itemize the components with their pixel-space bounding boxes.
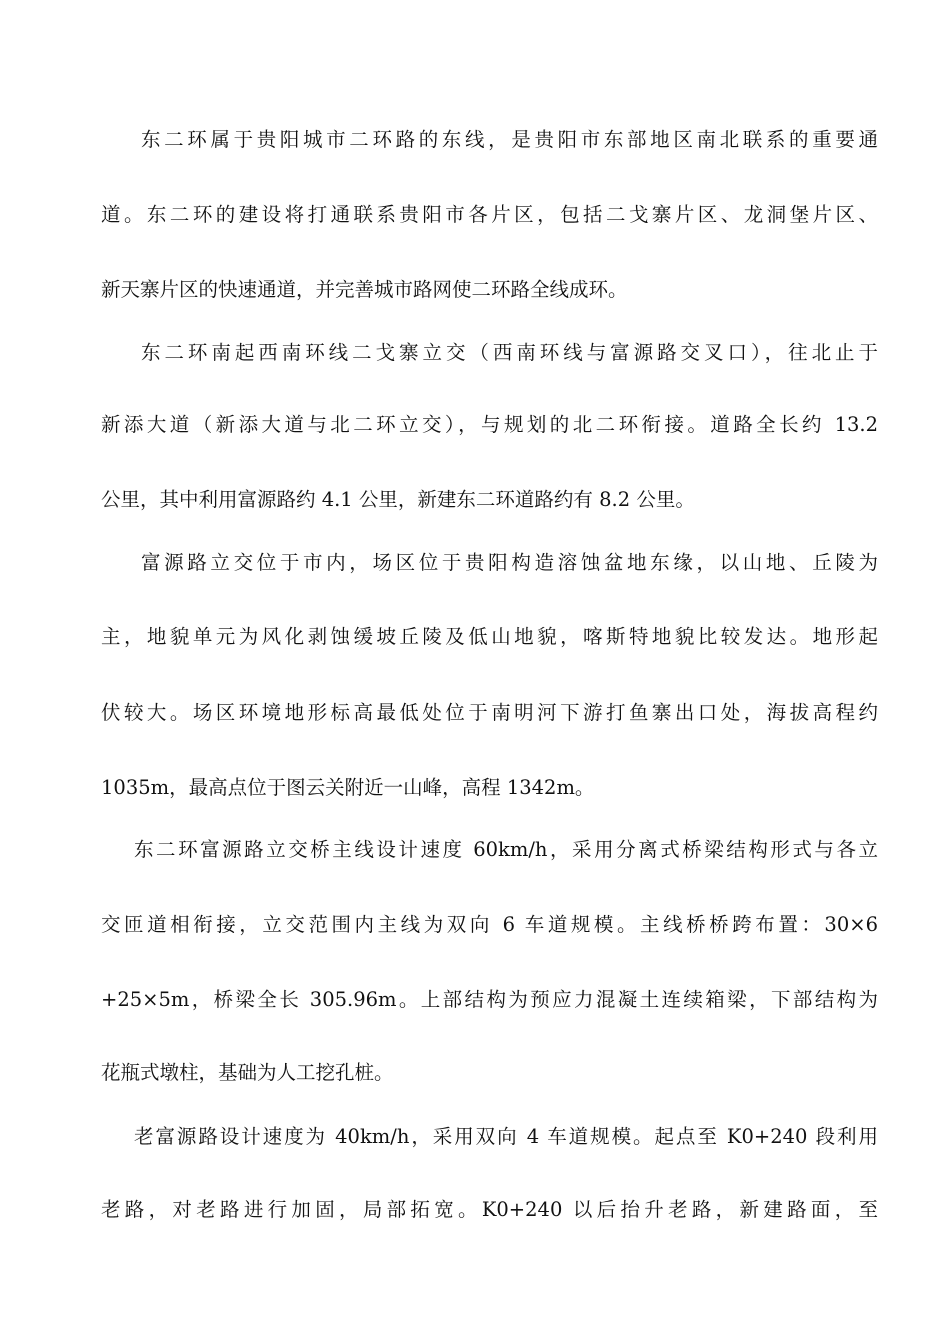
paragraph-2-line-3: 公里，其中利用富源路约 4.1 公里，新建东二环道路约有 8.2 公里。 [101,488,695,511]
paragraph-2-line-2: 新添大道（新添大道与北二环立交），与规划的北二环衔接。道路全长约 13.2 [101,413,878,436]
paragraph-4-line-3: +25×5m，桥梁全长 305.96m。上部结构为预应力混凝土连续箱梁，下部结构为 [101,988,878,1011]
paragraph-3-line-1: 富源路立交位于市内，场区位于贵阳构造溶蚀盆地东缘，以山地、丘陵为 [141,551,878,574]
paragraph-1-line-3: 新天寨片区的快速通道，并完善城市路网使二环路全线成环。 [101,278,628,301]
paragraph-4-line-4: 花瓶式墩柱，基础为人工挖孔桩。 [101,1061,394,1084]
paragraph-3-line-4: 1035m，最高点位于图云关附近一山峰，高程 1342m。 [101,776,595,799]
paragraph-4-line-1: 东二环富源路立交桥主线设计速度 60km/h，采用分离式桥梁结构形式与各立 [134,838,878,861]
paragraph-4-line-2: 交匝道相衔接，立交范围内主线为双向 6 车道规模。主线桥桥跨布置：30×6 [101,913,878,936]
paragraph-5-line-2: 老路，对老路进行加固，局部拓宽。K0+240 以后抬升老路，新建路面，至 [101,1198,878,1221]
paragraph-1-line-2: 道。东二环的建设将打通联系贵阳市各片区，包括二戈寨片区、龙洞堡片区、 [101,203,878,226]
paragraph-5-line-1: 老富源路设计速度为 40km/h，采用双向 4 车道规模。起点至 K0+240 段利用 [134,1125,878,1148]
paragraph-1-line-1: 东二环属于贵阳城市二环路的东线，是贵阳市东部地区南北联系的重要通 [141,128,878,151]
paragraph-3-line-2: 主，地貌单元为风化剥蚀缓坡丘陵及低山地貌，喀斯特地貌比较发达。地形起 [101,625,878,648]
paragraph-3-line-3: 伏较大。场区环境地形标高最低处位于南明河下游打鱼寨出口处，海拔高程约 [101,701,878,724]
paragraph-2-line-1: 东二环南起西南环线二戈寨立交（西南环线与富源路交叉口），往北止于 [141,341,878,364]
